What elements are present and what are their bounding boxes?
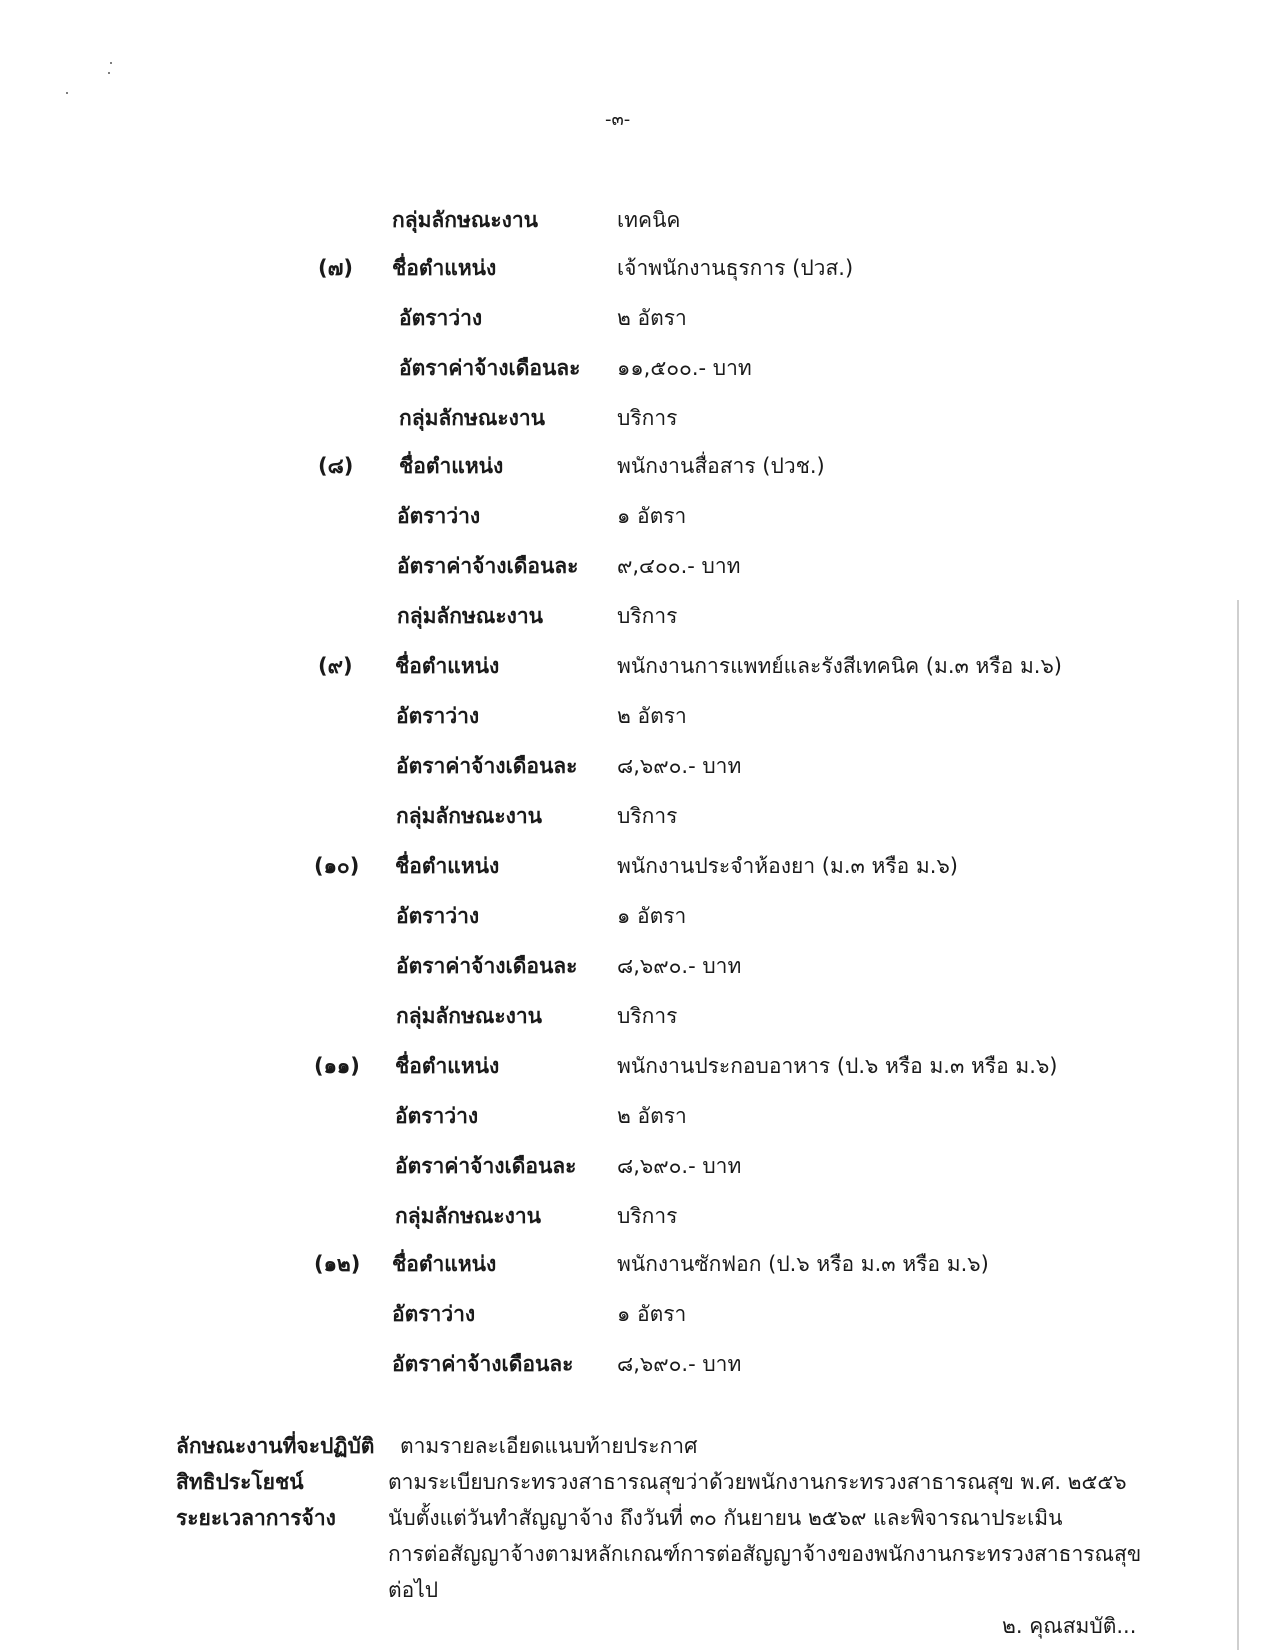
vacancy-label: อัตราว่าง — [395, 1104, 479, 1128]
position-number: (๘) — [318, 454, 354, 478]
vacancy-value: ๒ อัตรา — [617, 306, 687, 330]
scan-speck — [66, 92, 68, 94]
position-name: พนักงานประกอบอาหาร (ป.๖ หรือ ม.๓ หรือ ม.๖) — [617, 1054, 1058, 1078]
period-line: นับตั้งแต่วันทำสัญญาจ้าง ถึงวันที่ ๓๐ กันยายน ๒๕๖๙ และพิจารณาประเมิน — [388, 1506, 1063, 1530]
group-label: กลุ่มลักษณะงาน — [392, 208, 539, 232]
wage-label: อัตราค่าจ้างเดือนละ — [396, 954, 578, 978]
position-number: (๑๑) — [314, 1054, 360, 1078]
wage-value: ๙,๔๐๐.- บาท — [617, 554, 741, 578]
position-number: (๙) — [318, 654, 353, 678]
wage-value: ๘,๖๙๐.- บาท — [617, 1154, 742, 1178]
vacancy-value: ๑ อัตรา — [617, 1302, 687, 1326]
position-name-label: ชื่อตำแหน่ง — [395, 654, 500, 678]
position-name-label: ชื่อตำแหน่ง — [395, 854, 500, 878]
scan-speck — [108, 72, 110, 74]
position-number: (๑๒) — [314, 1252, 361, 1276]
position-name-label: ชื่อตำแหน่ง — [392, 1252, 497, 1276]
group-value: เทคนิค — [617, 208, 681, 232]
position-name-label: ชื่อตำแหน่ง — [392, 256, 497, 280]
wage-value: ๘,๖๙๐.- บาท — [617, 954, 742, 978]
period-label: ระยะเวลาการจ้าง — [176, 1506, 336, 1530]
wage-value: ๘,๖๙๐.- บาท — [617, 1352, 742, 1376]
vacancy-value: ๑ อัตรา — [617, 504, 687, 528]
position-name: เจ้าพนักงานธุรการ (ปวส.) — [617, 256, 854, 280]
scan-speck — [110, 62, 112, 64]
wage-value: ๘,๖๙๐.- บาท — [617, 754, 742, 778]
vacancy-value: ๒ อัตรา — [617, 1104, 687, 1128]
group-label: กลุ่มลักษณะงาน — [396, 804, 543, 828]
duties-value: ตามรายละเอียดแนบท้ายประกาศ — [400, 1434, 698, 1458]
group-value: บริการ — [617, 804, 678, 828]
position-name: พนักงานซักฟอก (ป.๖ หรือ ม.๓ หรือ ม.๖) — [617, 1252, 989, 1276]
group-label: กลุ่มลักษณะงาน — [395, 1204, 542, 1228]
vacancy-label: อัตราว่าง — [399, 306, 483, 330]
group-value: บริการ — [617, 1204, 678, 1228]
vacancy-label: อัตราว่าง — [397, 504, 481, 528]
vacancy-label: อัตราว่าง — [392, 1302, 476, 1326]
vacancy-value: ๑ อัตรา — [617, 904, 687, 928]
wage-value: ๑๑,๕๐๐.- บาท — [617, 356, 752, 380]
vacancy-label: อัตราว่าง — [396, 904, 480, 928]
continuation-text: ๒. คุณสมบัติ... — [1002, 1614, 1137, 1638]
group-value: บริการ — [617, 406, 678, 430]
scan-edge-line — [1237, 600, 1239, 1650]
position-number: (๗) — [318, 256, 353, 280]
group-label: กลุ่มลักษณะงาน — [397, 604, 544, 628]
wage-label: อัตราค่าจ้างเดือนละ — [399, 356, 581, 380]
vacancy-value: ๒ อัตรา — [617, 704, 687, 728]
group-label: กลุ่มลักษณะงาน — [396, 1004, 543, 1028]
group-label: กลุ่มลักษณะงาน — [399, 406, 546, 430]
position-number: (๑๐) — [314, 854, 360, 878]
wage-label: อัตราค่าจ้างเดือนละ — [396, 754, 578, 778]
benefits-value: ตามระเบียบกระทรวงสาธารณสุขว่าด้วยพนักงานกระทรวงสาธารณสุข พ.ศ. ๒๕๕๖ — [388, 1470, 1127, 1494]
page-number: -๓- — [605, 109, 631, 130]
benefits-label: สิทธิประโยชน์ — [176, 1470, 304, 1494]
position-name-label: ชื่อตำแหน่ง — [395, 1054, 500, 1078]
position-name: พนักงานสื่อสาร (ปวช.) — [617, 454, 825, 478]
position-name: พนักงานประจำห้องยา (ม.๓ หรือ ม.๖) — [617, 854, 958, 878]
period-line: การต่อสัญญาจ้างตามหลักเกณฑ์การต่อสัญญาจ้างของพนักงานกระทรวงสาธารณสุข — [388, 1542, 1142, 1566]
position-name: พนักงานการแพทย์และรังสีเทคนิค (ม.๓ หรือ ม.๖) — [617, 654, 1062, 678]
vacancy-label: อัตราว่าง — [396, 704, 480, 728]
group-value: บริการ — [617, 1004, 678, 1028]
duties-label: ลักษณะงานที่จะปฏิบัติ — [176, 1434, 375, 1458]
wage-label: อัตราค่าจ้างเดือนละ — [392, 1352, 574, 1376]
group-value: บริการ — [617, 604, 678, 628]
wage-label: อัตราค่าจ้างเดือนละ — [395, 1154, 577, 1178]
period-line: ต่อไป — [388, 1578, 439, 1602]
wage-label: อัตราค่าจ้างเดือนละ — [397, 554, 579, 578]
position-name-label: ชื่อตำแหน่ง — [399, 454, 504, 478]
